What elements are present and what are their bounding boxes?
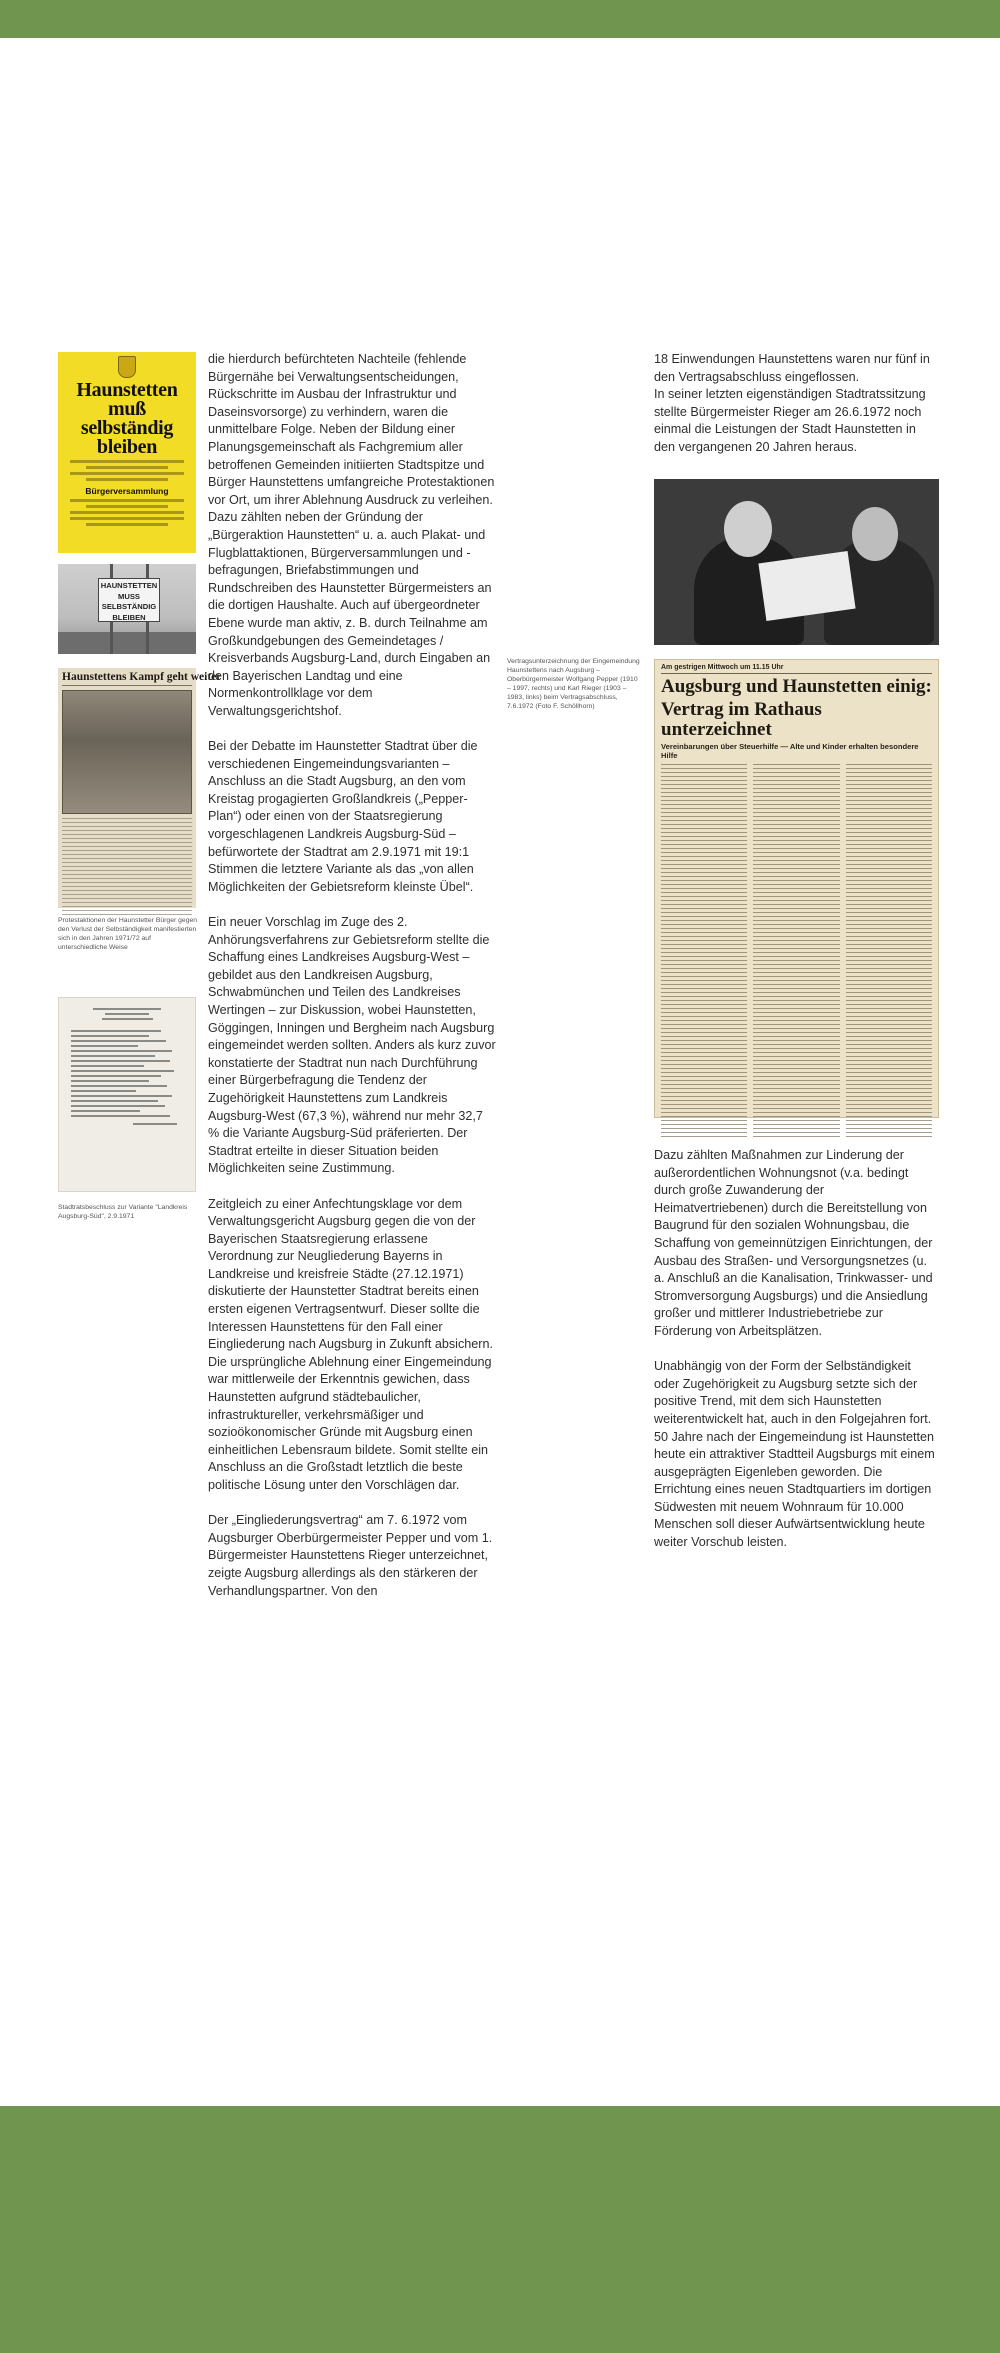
sign-text-4: BLEIBEN bbox=[112, 612, 146, 622]
newspaper-2-headline-2: Vertrag im Rathaus unterzeichnet bbox=[661, 699, 822, 740]
poster-headline-1: Haunstetten bbox=[76, 379, 178, 401]
contract-paper bbox=[758, 551, 855, 621]
protest-sign-photo bbox=[58, 564, 196, 654]
coat-of-arms-icon bbox=[118, 356, 136, 378]
sign-board bbox=[98, 578, 160, 622]
caption-protest: Protestaktionen der Haunstetter Bürger gegen den Verlust der Selbständigkeit manifestierten sich in den Jahren 1971/72 auf unterschiedliche Weise bbox=[58, 917, 198, 951]
text-column-middle bbox=[208, 351, 496, 1618]
paragraph: die hierdurch befürchteten Nachteile (fehlende Bürgernähe bei Verwaltungsentscheidungen, Rückschritte im Ausbau der Infrastruktur und Daseinsvorsorge) zu verhindern, waren die unmittelbare Folge. Neben der Bildung einer Planungsgemeinschaft als Fachgremium aller betroffenen Gemeinden initiierten Stadtspitze und Bürger Haunstettens umfangreiche Protestaktionen vor Ort, um ihrer Ablehnung Ausdruck zu verleihen. Dazu zählten neben der Gründung der „Bürgeraktion Haunstetten“ u. a. auch Plakat- und Flugblattaktionen, Bürgerversammlungen und -befragungen, Briefabstimmungen und Rundschreiben des Haunstetter Bürgermeisters an die dortigen Haushalte. Auch auf übergeordneter Ebene wurde man aktiv, z. B. durch Teilnahme am Großkundgebungen des Gemeindetages / Kreisverbands Augsburg-Land, durch Eingaben an den Bayerischen Landtag und eine Normenkontrollklage vor dem Verwaltungsgerichtshof. bbox=[208, 352, 495, 718]
newspaper-1-text bbox=[62, 818, 192, 916]
paragraph: Ein neuer Vorschlag im Zuge des 2. Anhörungsverfahrens zur Gebietsreform stellte die Schaffung eines Landkreises Augsburg-West – gebildet aus den Landkreisen Augsburg, Schwabmünchen und Teilen des Landkreises Wertingen – zur Diskussion, wobei Haunstetten, Göggingen, Inningen und Bergheim nach Augsburg eingemeindet werden sollten. Anders als kurz zuvor konstatierte der Stadtrat nun nach Durchführung einer Bürgerbefragung die Tendenz der Zugehörigkeit Haunstettens zum Landkreis Augsburg-West (67,3 %), während nur mehr 32,7 % die Variante Augsburg-Süd präferierten. Der Stadtrat erteilte in dieser Situation beiden Möglichkeiten seine Zustimmung. bbox=[208, 915, 496, 1176]
newspaper-2-subhead: Vereinbarungen über Steuerhilfe — Alte und Kinder erhalten besondere Hilfe bbox=[661, 742, 919, 760]
newspaper-clipping-1 bbox=[58, 668, 222, 908]
contract-signing-photo bbox=[654, 479, 939, 645]
text-column-right-bottom bbox=[654, 1147, 939, 1569]
paragraph: Der „Eingliederungsvertrag“ am 7. 6.1972 vom Augsburger Oberbürgermeister Pepper und vom 1. Bürgermeister Haunstettens Rieger unterzeichnet, zeigte Augsburg allerdings als den stärkeren der Verhandlungspartner. Von den bbox=[208, 1513, 493, 1598]
protest-poster-image bbox=[58, 352, 196, 553]
sign-text-2: MUSS bbox=[118, 591, 140, 601]
sign-text-3: SELBSTÄNDIG bbox=[101, 602, 157, 611]
bottom-green-band bbox=[0, 2106, 1000, 2353]
paragraph: Zeitgleich zu einer Anfechtungsklage vor dem Verwaltungsgericht Augsburg gegen die von der Bayerischen Staatsregierung erlassene Verordnung zur Neugliederung Bayerns in Landkreise und kreisfreie Städte (27.12.1971) diskutierte der Haunstetter Stadtrat bereits einen ersten eigenen Vertragsentwurf. Dieser sollte die Interessen Haunstettens für den Fall einer Eingliederung nach Augsburg in Zukunft absichern. Die ursprüngliche Ablehnung einer Eingemeindung war mittlerweile der Erkenntnis gewichen, dass Haunstetten aufgrund städtebaulicher, infrastruktureller, verkehrsmäßiger und sozioökonomischer Gründe mit Augsburg einen einheitlichen Lebensraum bildete. Somit stellte ein Anschluss an die Großstadt letztlich die beste politische Lösung unter den Vorschlägen dar. bbox=[208, 1196, 493, 1492]
newspaper-1-photo bbox=[62, 690, 192, 814]
caption-document: Stadtratsbeschluss zur Variante "Landkreis Augsburg-Süd", 2.9.1971 bbox=[58, 1204, 188, 1220]
council-resolution-document bbox=[58, 997, 196, 1192]
caption-photo: Vertragsunterzeichnung der Eingemeindung Haunstettens nach Augsburg – Oberbürgermeister Wolfgang Pepper (1910 – 1997, rechts) und Karl Rieger (1903 – 1983, links) beim Vertragsabschluss, 7.6.1972 (Foto F. Schöllhorn) bbox=[507, 658, 640, 710]
newspaper-clipping-2 bbox=[654, 659, 939, 1118]
newspaper-2-body bbox=[661, 764, 932, 1139]
paragraph: Bei der Debatte im Haunstetter Stadtrat über die verschiedenen Eingemeindungsvarianten – Anschluss an die Stadt Augsburg, an den vom Kreistag progagierten Großlandkreis („Pepper-Plan“) oder einen von der Staatsregierung vorgeschlagenen Landkreis Augsburg-Süd – befürwortete der Stadtrat am 2.9.1971 mit 19:1 Stimmen die letztere Variante als das „von allen Möglichkeiten der Gebietsreform kleinste Übel“. bbox=[208, 739, 478, 894]
sign-text-1: HAUNSTETTEN bbox=[100, 581, 158, 590]
poster-headline-2: muß selbständig bbox=[80, 398, 174, 439]
newspaper-2-kicker: Am gestrigen Mittwoch um 11.15 Uhr bbox=[661, 664, 932, 674]
paragraph: Dazu zählten Maßnahmen zur Linderung der außerordentlichen Wohnungsnot (v.a. bedingt durch große Zuwanderung der Heimatvertriebenen) durch die Bereitstellung von Baugrund für den sozialen Wohnungsbau, die Schaffung von gemeinnützigen Einrichtungen, der Ausbau des Straßen- und Versorgungsnetzes (u. a. Anschluß an die Kanalisation, Trinkwasser- und Stromversorgung Augsburgs) und die Ansiedlung großer und mittlerer Industriebetriebe zur Förderung von Arbeitsplätzen. bbox=[654, 1148, 933, 1338]
paragraph: Unabhängig von der Form der Selbständigkeit oder Zugehörigkeit zu Augsburg setzte sich der positive Trend, mit dem sich Haunstetten weiterentwickelt hat, auch in den Folgejahren fort. 50 Jahre nach der Eingemeindung ist Haunstetten heute ein attraktiver Stadtteil Augsburgs mit einem ausgeprägten Eigenleben geworden. Die Errichtung eines neuen Stadtquartiers im dortigen Südwesten mit neuem Wohnraum für 10.000 Menschen soll dieser Aufwärtsentwicklung heute weiter Vorschub leisten. bbox=[654, 1359, 935, 1550]
newspaper-2-headline-1: Augsburg und Haunstetten einig: bbox=[661, 676, 932, 697]
newspaper-1-headline: Haunstettens Kampf geht weiter bbox=[62, 671, 192, 686]
top-green-band bbox=[0, 0, 1000, 38]
poster-headline-3: bleiben bbox=[96, 436, 158, 458]
paragraph: 18 Einwendungen Haunstettens waren nur fünf in den Vertragsabschluss eingeflossen. In seiner letzten eigenständigen Stadtratssitzung stellte Bürgermeister Rieger am 26.6.1972 noch einmal die Leistungen der Stadt Haunstetten in den vergangenen 20 Jahren heraus. bbox=[654, 352, 930, 454]
poster-subline: Bürgerversammlung bbox=[85, 486, 169, 496]
text-column-right-top bbox=[654, 351, 939, 474]
